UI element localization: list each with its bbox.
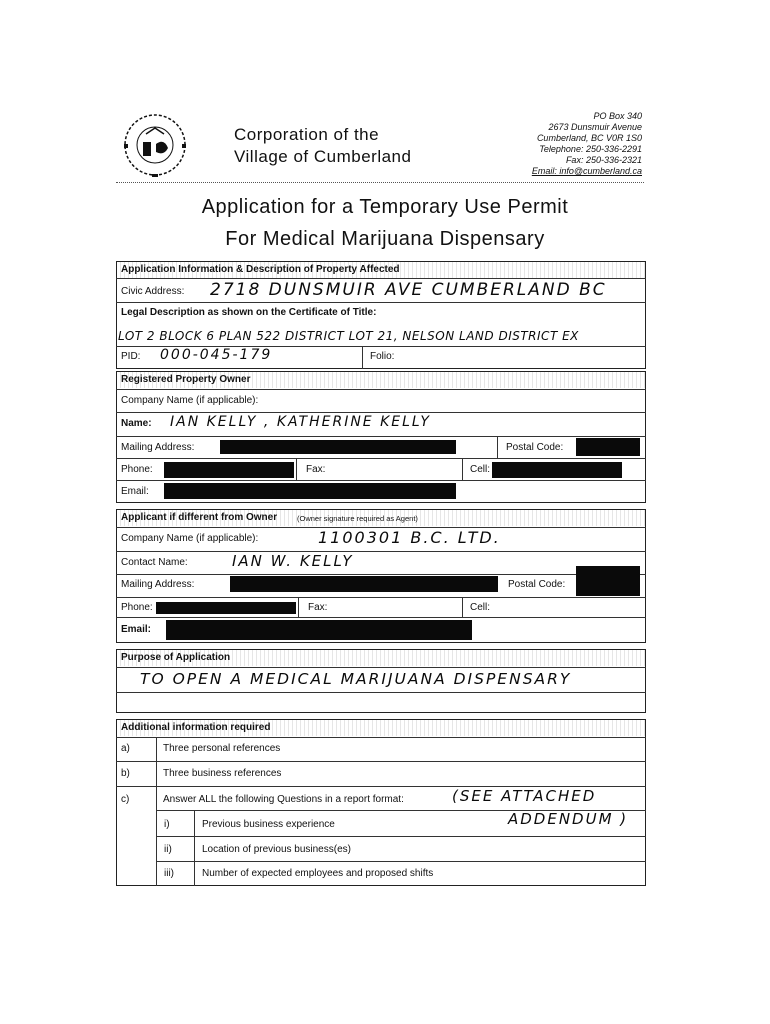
pid-value[interactable]: 000-045-179: [160, 347, 273, 363]
applicant-phone-label: Phone:: [121, 602, 153, 613]
sub-item-previous-experience: Previous business experience: [202, 819, 335, 830]
divider: [194, 810, 195, 886]
owner-email-label: Email:: [121, 486, 149, 497]
item-report-questions: Answer ALL the following Questions in a report format:: [163, 794, 404, 805]
header-rule: [116, 182, 644, 183]
divider: [116, 692, 646, 693]
owner-company-label: Company Name (if applicable):: [121, 395, 259, 406]
sub-item-key-ii: ii): [164, 844, 172, 855]
title-line-2: For Medical Marijuana Dispensary: [225, 228, 545, 250]
owner-postal-label: Postal Code:: [506, 442, 564, 453]
owner-name-label: Name:: [121, 418, 152, 429]
divider: [116, 458, 646, 459]
divider: [362, 346, 363, 369]
divider: [116, 597, 646, 598]
purpose-heading: Purpose of Application: [121, 652, 231, 663]
title-line-1: Application for a Temporary Use Permit: [201, 196, 569, 218]
divider: [116, 761, 646, 762]
civic-address-label: Civic Address:: [121, 286, 185, 297]
applicant-contact-value[interactable]: IAN W. KELLY: [232, 552, 354, 570]
redacted-email: [164, 483, 456, 499]
redacted-phone: [156, 602, 296, 614]
divider: [116, 412, 646, 413]
legal-description-value[interactable]: LOT 2 BLOCK 6 PLAN 522 DISTRICT LOT 21, NELSON LAND DISTRICT EX: [118, 329, 579, 343]
owner-cell-label: Cell:: [470, 464, 491, 475]
divider: [156, 861, 646, 862]
owner-heading: Registered Property Owner: [121, 374, 251, 385]
owner-mailing-label: Mailing Address:: [121, 442, 195, 453]
fax: Fax: 250-336-2321: [565, 155, 642, 165]
handwritten-note-line-1: (SEE ATTACHED: [452, 787, 597, 805]
item-key-b: b): [121, 768, 130, 779]
org-line-1: Corporation of the: [234, 125, 380, 144]
street-address: 2673 Dunsmuir Avenue: [548, 122, 642, 132]
divider: [462, 597, 463, 617]
applicant-postal-label: Postal Code:: [508, 579, 566, 590]
applicant-company-label: Company Name (if applicable):: [121, 533, 259, 544]
pid-label: PID:: [121, 351, 141, 362]
divider: [116, 436, 646, 437]
redacted-mailing-address: [230, 576, 498, 592]
redacted-mailing-address: [220, 440, 456, 454]
city: Cumberland, BC V0R 1S0: [536, 133, 642, 143]
owner-name-value[interactable]: IAN KELLY , KATHERINE KELLY: [170, 414, 431, 430]
purpose-value[interactable]: TO OPEN A MEDICAL MARIJUANA DISPENSARY: [140, 670, 572, 688]
sub-item-previous-locations: Location of previous business(es): [202, 844, 351, 855]
applicant-cell-label: Cell:: [470, 602, 491, 613]
redacted-phone: [164, 462, 294, 478]
legal-description-label: Legal Description as shown on the Certificate of Title:: [121, 307, 377, 318]
divider: [298, 597, 299, 617]
applicant-fax-label: Fax:: [308, 602, 328, 613]
divider: [116, 278, 646, 279]
item-business-references: Three business references: [163, 768, 282, 779]
telephone: Telephone: 250-336-2291: [539, 144, 642, 154]
redacted-email: [166, 620, 472, 640]
applicant-mailing-label: Mailing Address:: [121, 579, 195, 590]
po-box: PO Box 340: [593, 111, 642, 121]
item-key-a: a): [121, 743, 130, 754]
owner-fax-label: Fax:: [306, 464, 326, 475]
owner-phone-label: Phone:: [121, 464, 153, 475]
redacted-cell: [492, 462, 622, 478]
divider: [116, 574, 646, 575]
divider: [116, 480, 646, 481]
civic-address-value[interactable]: 2718 DUNSMUIR AVE CUMBERLAND BC: [210, 280, 607, 300]
divider: [156, 836, 646, 837]
divider: [462, 458, 463, 480]
divider: [116, 667, 646, 668]
org-name: [234, 124, 411, 168]
applicant-heading: Applicant if different from Owner: [121, 512, 278, 523]
handwritten-note-line-2: ADDENDUM ): [508, 810, 629, 828]
contact-block: [532, 111, 642, 177]
divider: [116, 389, 646, 390]
divider: [116, 617, 646, 618]
divider: [156, 810, 646, 811]
divider: [116, 302, 646, 303]
applicant-company-value[interactable]: 1100301 B.C. LTD.: [318, 528, 501, 547]
sub-item-employees-shifts: Number of expected employees and proposed shifts: [202, 868, 434, 879]
divider: [497, 436, 498, 458]
sub-item-key-iii: iii): [164, 868, 174, 879]
village-seal-logo: [116, 108, 194, 182]
divider: [296, 458, 297, 480]
additional-heading: Additional information required: [121, 722, 271, 733]
item-personal-references: Three personal references: [163, 743, 281, 754]
divider: [116, 551, 646, 552]
sub-item-key-i: i): [164, 819, 170, 830]
redacted-postal-code: [576, 566, 640, 596]
folio-label: Folio:: [370, 351, 395, 362]
divider: [116, 737, 646, 738]
applicant-email-label: Email:: [121, 624, 152, 635]
property-heading: Application Information & Description of Property Affected: [121, 264, 400, 275]
email-link[interactable]: Email: info@cumberland.ca: [531, 166, 642, 176]
org-line-2: Village of Cumberland: [234, 147, 412, 166]
divider: [156, 737, 157, 886]
redacted-postal-code: [576, 438, 640, 456]
item-key-c: c): [121, 794, 130, 805]
applicant-heading-note: (Owner signature required as Agent): [297, 514, 418, 523]
applicant-contact-label: Contact Name:: [121, 557, 188, 568]
